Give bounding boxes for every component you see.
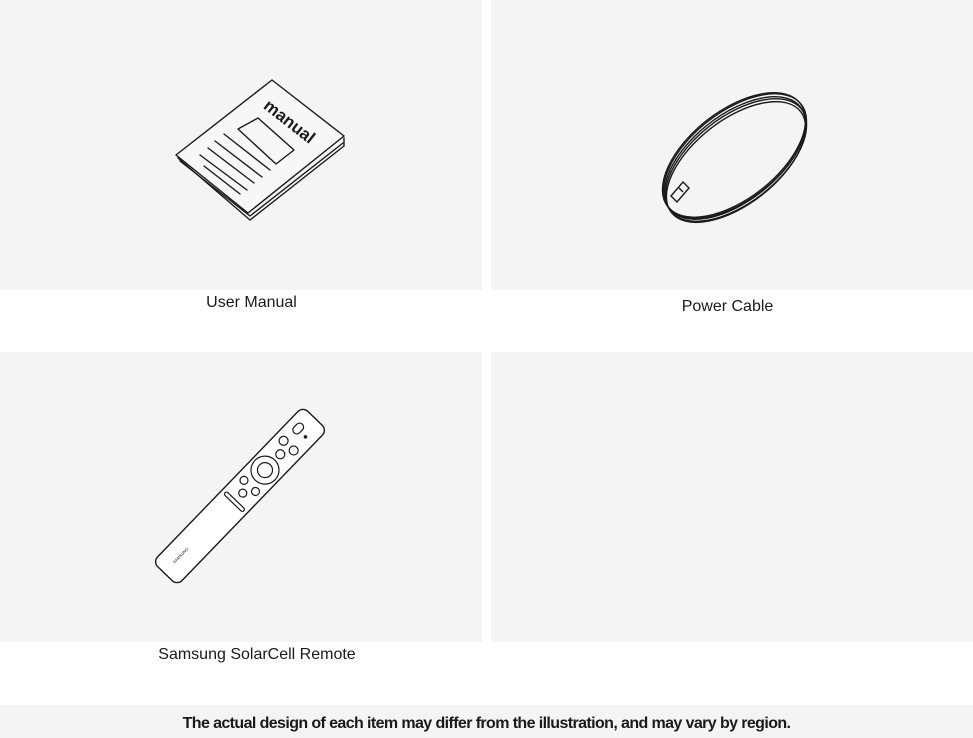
user-manual-label: User Manual (206, 294, 297, 311)
power-cable-label: Power Cable (681, 298, 774, 315)
power-cable-tile (491, 0, 973, 290)
manual-cover-text: manual (260, 95, 319, 148)
solarcell-remote-icon (0, 352, 482, 642)
user-manual-icon (0, 0, 482, 290)
remote-brand-text: SAMSUNG (171, 546, 190, 565)
solarcell-remote-label: Samsung SolarCell Remote (158, 646, 356, 663)
empty-tile (491, 352, 973, 642)
solarcell-remote-tile (0, 352, 482, 642)
disclaimer-bar (0, 705, 973, 738)
power-cable-icon (491, 0, 973, 290)
user-manual-tile (0, 0, 482, 290)
disclaimer-text: The actual design of each item may differ from the illustration, and may vary by region. (182, 715, 791, 732)
